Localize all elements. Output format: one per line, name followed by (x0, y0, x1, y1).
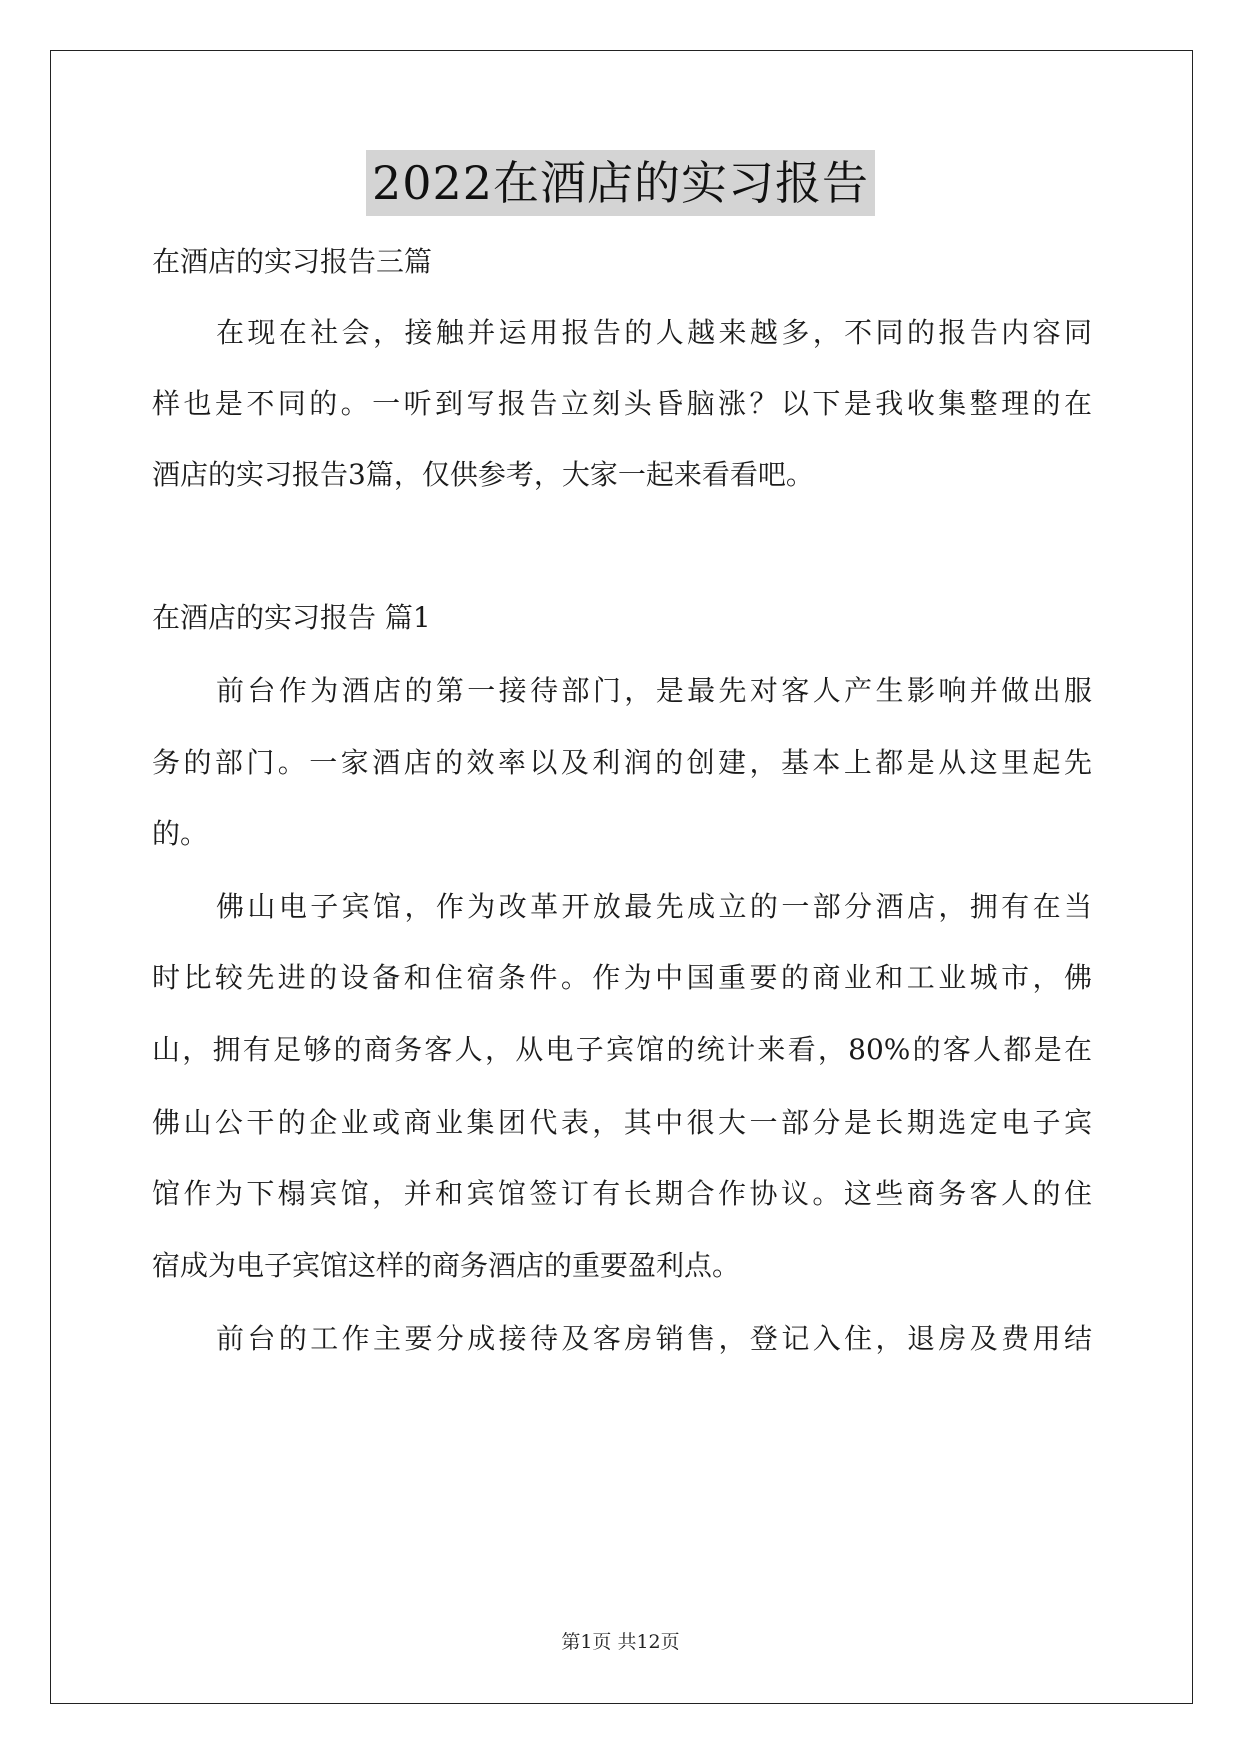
para2-line-2: 时比较先进的设备和住宿条件。作为中国重要的商业和工业城市，佛 (152, 961, 1092, 994)
intro-line-3: 酒店的实习报告3篇，仅供参考，大家一起来看看吧。 (152, 458, 814, 491)
title-container (0, 150, 1241, 216)
para2-line-6: 宿成为电子宾馆这样的商务酒店的重要盈利点。 (152, 1249, 741, 1282)
para1-line-3: 的。 (152, 817, 209, 850)
intro-line-1: 在现在社会，接触并运用报告的人越来越多，不同的报告内容同 (216, 316, 1092, 349)
para2-line-5: 馆作为下榻宾馆，并和宾馆签订有长期合作协议。这些商务客人的住 (152, 1177, 1092, 1210)
page-footer: 第1页 共12页 (561, 1631, 680, 1653)
para1-line-2: 务的部门。一家酒店的效率以及利润的创建，基本上都是从这里起先 (152, 746, 1092, 779)
document-subtitle: 在酒店的实习报告三篇 (152, 245, 433, 278)
page-border (50, 50, 1193, 1704)
para2-line-4: 佛山公干的企业或商业集团代表，其中很大一部分是长期选定电子宾 (152, 1106, 1092, 1139)
para2-line-3: 山，拥有足够的商务客人，从电子宾馆的统计来看，80%的客人都是在 (152, 1033, 1092, 1066)
section-heading: 在酒店的实习报告 篇1 (152, 601, 431, 634)
para3-line-1: 前台的工作主要分成接待及客房销售，登记入住，退房及费用结 (216, 1322, 1092, 1355)
para1-line-1: 前台作为酒店的第一接待部门，是最先对客人产生影响并做出服 (216, 674, 1092, 707)
intro-line-2: 样也是不同的。一听到写报告立刻头昏脑涨？以下是我收集整理的在 (152, 387, 1092, 420)
document-title: 2022在酒店的实习报告 (366, 150, 875, 216)
para2-line-1: 佛山电子宾馆，作为改革开放最先成立的一部分酒店，拥有在当 (216, 890, 1092, 923)
